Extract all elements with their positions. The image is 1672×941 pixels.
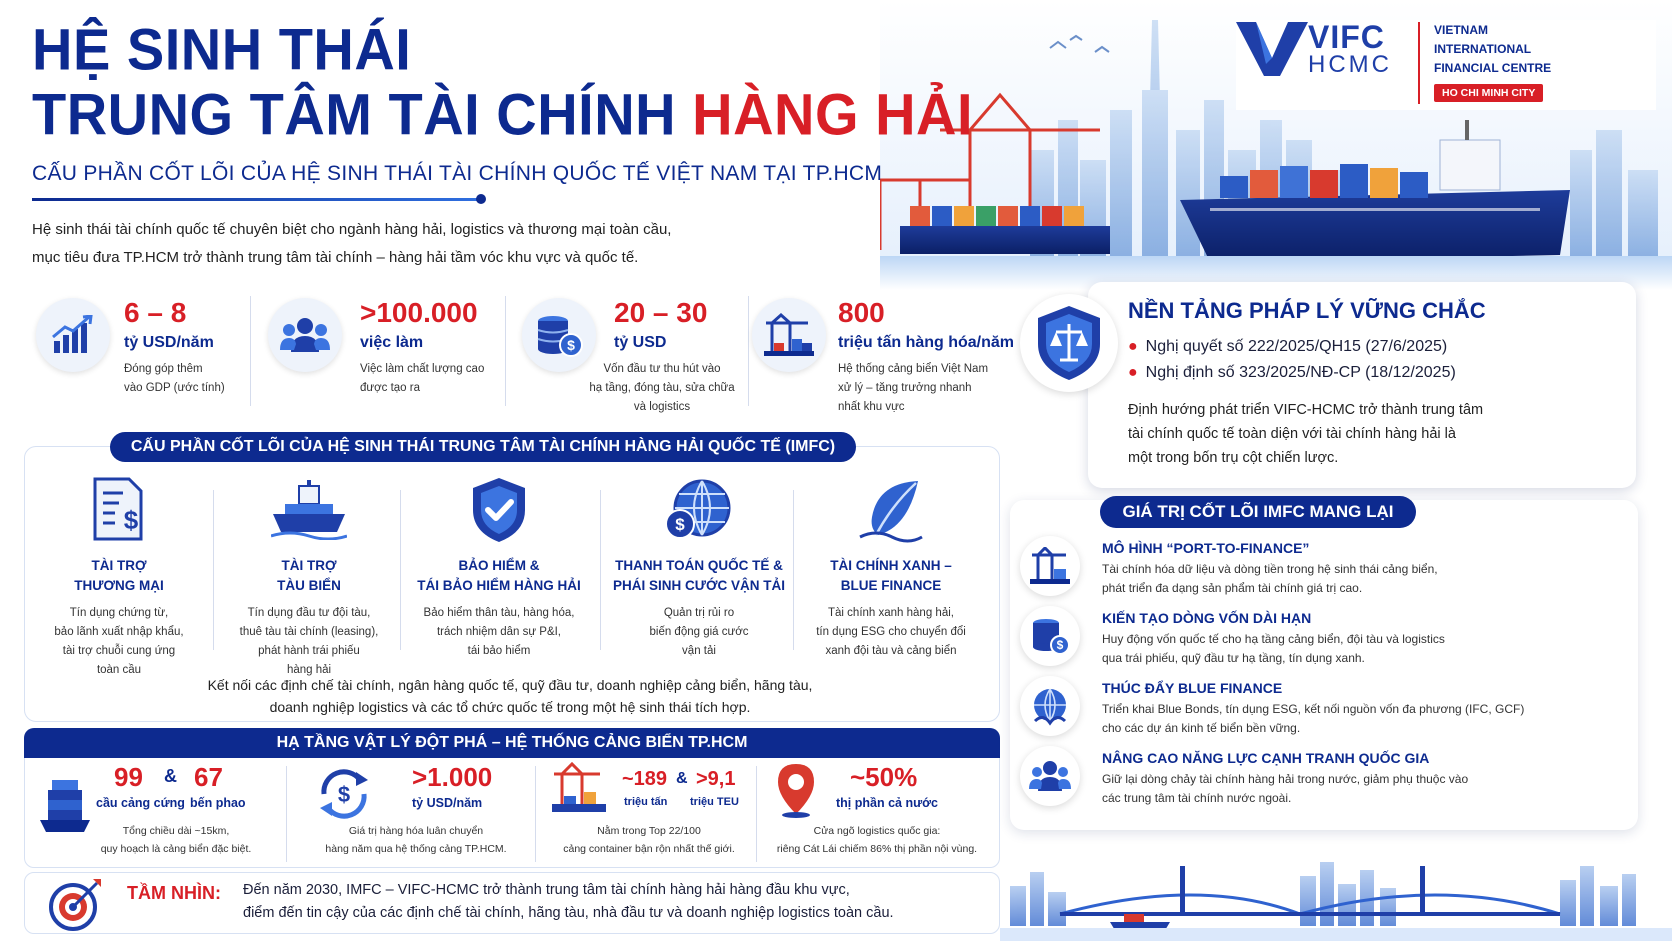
stat-desc-line: Việc làm chất lượng cao	[360, 363, 485, 375]
infra-berths-desc	[86, 822, 266, 858]
ship-icon	[214, 470, 404, 550]
infra-separator	[286, 766, 287, 862]
intro-line1: Hệ sinh thái tài chính quốc tế chuyên biệt cho ngành hàng hải, logistics và thương mại toàn cầu,	[32, 221, 672, 238]
vifc-logo	[1236, 20, 1656, 110]
port-crane-icon	[552, 762, 606, 816]
value-item-desc	[1102, 700, 1622, 738]
core-item-title-line: BẢO HIỂM &	[458, 558, 540, 573]
infra-desc-line: Nằm trong Top 22/100	[597, 825, 701, 837]
logo-city-code: HCMC	[1308, 51, 1392, 78]
core-item-title	[214, 556, 404, 596]
bullet-dot-icon: ●	[1128, 364, 1138, 381]
core-item-desc-line: Tín dụng đầu tư đội tàu,	[247, 607, 371, 619]
logo-divider	[1418, 22, 1420, 104]
stat-unit: tỷ USD/năm	[124, 334, 214, 351]
globe-leaf-icon	[1020, 676, 1080, 736]
stat-separator	[250, 296, 251, 406]
core-item-desc	[24, 604, 214, 680]
vision-line: Đến năm 2030, IMFC – VIFC-HCMC trở thành trung tâm tài chính hàng hải hàng đầu khu vực,	[243, 882, 850, 898]
stat-unit: triệu tấn hàng hóa/năm	[838, 334, 1015, 351]
infra-goods-unit: tỷ USD/năm	[412, 796, 483, 810]
core-item-title	[604, 556, 794, 596]
shield-check-icon	[404, 470, 594, 550]
infra-share-desc	[764, 822, 990, 858]
core-item-blue-finance	[796, 470, 986, 661]
page-title	[32, 17, 973, 147]
stat-desc-line: Hệ thống cảng biển Việt Nam	[838, 363, 989, 375]
vifc-v-mark-icon	[1236, 22, 1308, 76]
container-ship-icon	[40, 778, 90, 834]
svg-text:$: $	[337, 782, 351, 807]
value-item-desc	[1102, 770, 1622, 808]
port-crane-icon	[1020, 536, 1080, 596]
core-item-trade-finance	[24, 470, 214, 680]
stat-desc	[838, 360, 1018, 417]
core-values-heading: GIÁ TRỊ CỐT LÕI IMFC MANG LẠI	[1100, 496, 1416, 528]
core-item-title	[404, 556, 594, 596]
scales-shield-icon	[1034, 304, 1104, 382]
infra-desc-line: Cửa ngõ logistics quốc gia:	[813, 825, 941, 837]
logo-line3: FINANCIAL CENTRE	[1434, 61, 1552, 75]
page-subtitle: CẤU PHẦN CỐT LÕI CỦA HỆ SINH THÁI TÀI CHÍNH QUỐC TẾ VIỆT NAM TẠI TP.HCM	[32, 162, 883, 185]
value-item-desc-line: qua trái phiếu, quỹ đầu tư hạ tầng, tín dụng xanh.	[1102, 651, 1365, 665]
value-item-desc	[1102, 630, 1622, 668]
infra-throughput	[544, 760, 754, 866]
core-item-desc-line: Tín dụng chứng từ,	[69, 607, 169, 619]
infra-ampersand: &	[676, 770, 688, 787]
legal-foundation-panel	[1088, 282, 1636, 488]
core-item-desc-line: vận tải	[682, 645, 716, 657]
stat-desc-line: Đóng góp thêm	[124, 363, 203, 375]
logo-badge: HO CHI MINH CITY	[1434, 84, 1543, 102]
infra-desc-line: riêng Cát Lái chiếm 86% thị phần nội vùng.	[776, 843, 978, 855]
core-separator	[793, 490, 794, 650]
infrastructure-heading: HẠ TẦNG VẬT LÝ ĐỘT PHÁ – HỆ THỐNG CẢNG BIỂN TP.HCM	[24, 728, 1000, 758]
infra-desc-line: cảng container bận rộn nhất thế giới.	[563, 843, 735, 855]
stat-desc-line: được tạo ra	[360, 382, 420, 394]
legal-paragraph-line: tài chính quốc tế toàn diện với tài chính hàng hải là	[1128, 426, 1456, 442]
stat-desc-line: nhất khu vực	[838, 401, 905, 413]
core-item-title-line: TÀI TRỢ	[91, 558, 147, 573]
value-item-desc-line: Triển khai Blue Bonds, tín dụng ESG, kết nối nguồn vốn đa phương (IFC, GCF)	[1102, 702, 1525, 716]
infra-teu-value: >9,1	[696, 768, 736, 790]
infra-share-value: ~50%	[850, 762, 918, 792]
trade-document-icon	[24, 470, 214, 550]
subtitle-underline	[32, 198, 482, 201]
core-item-title	[796, 556, 986, 596]
core-item-desc-line: phát hành trái phiếu	[258, 645, 360, 657]
infra-separator	[756, 766, 757, 862]
core-connect-line: Kết nối các định chế tài chính, ngân hàng quốc tế, quỹ đầu tư, doanh nghiệp cảng biển, hãng tàu,	[207, 677, 813, 693]
core-item-title-line: THANH TOÁN QUỐC TẾ &	[615, 558, 783, 573]
core-item-insurance	[404, 470, 594, 661]
core-item-desc-line: trách nhiệm dân sự P&I,	[436, 626, 562, 638]
value-item-desc-line: Huy động vốn quốc tế cho hạ tầng cảng biển, đội tàu và logistics	[1102, 632, 1445, 646]
core-item-title-line: TÀI TRỢ	[281, 558, 337, 573]
subtitle-underline-dot	[476, 194, 486, 204]
core-item-title-line: PHÁI SINH CƯỚC VẬN TẢI	[613, 578, 785, 593]
stat-desc-line: hạ tầng, đóng tàu, sửa chữa	[589, 382, 735, 394]
value-item-title: KIẾN TẠO DÒNG VỐN DÀI HẠN	[1102, 610, 1312, 626]
vision-line: điểm đến tin cậy của các định chế tài chính, hãng tàu, nhà đầu tư và doanh nghiệp logistics toàn cầu.	[243, 905, 894, 921]
core-item-desc-line: thuê tàu tài chính (leasing),	[239, 626, 379, 638]
core-item-title	[24, 556, 214, 596]
core-item-desc-line: bảo lãnh xuất nhập khẩu,	[54, 626, 184, 638]
core-item-desc-line: Quản trị rủi ro	[663, 607, 735, 619]
stat-investment	[522, 292, 752, 413]
value-item-title: THÚC ĐẨY BLUE FINANCE	[1102, 680, 1283, 696]
infra-desc-line: Giá trị hàng hóa luân chuyển	[348, 825, 484, 837]
bullet-dot-icon: ●	[1128, 338, 1138, 355]
stat-value: 800	[838, 297, 885, 328]
logo-line1: VIETNAM	[1434, 23, 1488, 37]
logo-line2: INTERNATIONAL	[1434, 42, 1532, 56]
infra-desc-line: Tổng chiều dài ~15km,	[122, 825, 230, 837]
stat-desc-line: xử lý – tăng trưởng nhanh	[838, 382, 972, 394]
infra-goods-number: >1.000	[412, 762, 493, 792]
value-item-desc	[1102, 560, 1622, 598]
core-item-desc	[604, 604, 794, 661]
value-item	[1010, 746, 1630, 812]
stat-desc	[360, 360, 500, 398]
stat-separator	[505, 296, 506, 406]
map-pin-icon	[774, 762, 818, 818]
stat-gdp	[36, 292, 246, 410]
value-item-desc-line: phát triển đa dạng sản phẩm tài chính giá trị cao.	[1102, 581, 1363, 595]
core-item-desc-line: toàn cầu	[96, 664, 142, 676]
infra-goods-desc	[306, 822, 526, 858]
legal-item	[1128, 338, 1447, 356]
core-item-title-line: TÀI CHÍNH XANH –	[830, 558, 952, 573]
infra-desc-line: hàng năm qua hệ thống cảng TP.HCM.	[325, 843, 507, 855]
stat-unit: việc làm	[360, 334, 424, 351]
infra-ampersand: &	[164, 766, 177, 786]
core-item-desc-line: xanh đội tàu và cảng biển	[825, 645, 957, 657]
intro-line2: mục tiêu đưa TP.HCM trở thành trung tâm tài chính – hàng hải tầm vóc khu vực và quốc tế.	[32, 249, 639, 266]
vision-text	[243, 879, 983, 925]
stat-desc-line: và logistics	[633, 401, 691, 413]
legal-item-text: Nghị quyết số 222/2025/QH15 (27/6/2025)	[1145, 338, 1448, 355]
growth-chart-icon	[36, 298, 110, 372]
stat-value: 6 – 8	[124, 297, 187, 328]
value-item	[1010, 676, 1630, 742]
value-item	[1010, 606, 1630, 672]
infra-berths-value: 99	[114, 762, 143, 792]
svg-text:$: $	[567, 337, 575, 353]
core-separator	[400, 490, 401, 650]
infra-market-share	[764, 760, 994, 866]
svg-text:$: $	[1056, 638, 1064, 652]
stat-desc-line: Vốn đầu tư thu hút vào	[603, 363, 721, 375]
leaf-icon	[796, 470, 986, 550]
stat-unit: tỷ USD	[614, 334, 667, 351]
core-heading: CẤU PHẦN CỐT LÕI CỦA HỆ SINH THÁI TRUNG TÂM TÀI CHÍNH HÀNG HẢI QUỐC TẾ (IMFC)	[110, 432, 856, 462]
people-icon	[1020, 746, 1080, 806]
infra-buoys-value: 67	[194, 762, 223, 792]
core-item-desc-line: tín dụng ESG cho chuyển đổi	[816, 626, 966, 638]
infra-throughput-desc	[544, 822, 754, 858]
legal-item-text: Nghị định số 323/2025/NĐ-CP (18/12/2025)	[1145, 364, 1456, 381]
stat-separator	[748, 296, 749, 406]
core-item-title-line: TÁI BẢO HIỂM HÀNG HẢI	[417, 578, 581, 593]
stat-jobs	[268, 292, 498, 410]
infra-desc-line: quy hoạch là cảng biển đặc biệt.	[100, 843, 252, 855]
infra-berths-unit: cầu cảng cứng	[96, 796, 185, 810]
target-icon	[47, 877, 103, 931]
intro-text	[32, 216, 792, 272]
title-line1: HỆ SINH THÁI	[32, 15, 412, 83]
stat-value: 20 – 30	[614, 297, 708, 328]
legal-title: NỀN TẢNG PHÁP LÝ VỮNG CHẮC	[1128, 298, 1486, 323]
core-item-title-line: BLUE FINANCE	[840, 578, 942, 593]
stat-desc	[124, 360, 254, 398]
title-highlight: HÀNG HẢI	[692, 80, 974, 148]
core-item-desc-line: Tài chính xanh hàng hải,	[828, 607, 954, 619]
core-item-desc-line: biến động giá cước	[649, 626, 749, 638]
infra-berths	[34, 760, 274, 866]
infra-buoys-unit: bến phao	[190, 796, 246, 810]
value-item-desc-line: Giữ lại dòng chảy tài chính hàng hải trong nước, giảm phụ thuộc vào	[1102, 772, 1469, 786]
vision-label: TẦM NHÌN:	[127, 883, 221, 903]
infra-share-unit: thị phần cả nước	[836, 796, 938, 810]
legal-item	[1128, 364, 1456, 382]
dollar-cycle-icon	[316, 766, 372, 822]
svg-text:$: $	[675, 515, 685, 534]
logo-brand: VIFC	[1308, 19, 1385, 55]
core-item-desc	[404, 604, 594, 661]
bridge-skyline-illustration	[1000, 836, 1672, 941]
svg-text:$: $	[123, 505, 139, 535]
stat-cargo	[752, 292, 1022, 413]
port-crane-icon	[752, 298, 826, 372]
core-item-desc	[214, 604, 404, 680]
title-line2: TRUNG TÂM TÀI CHÍNH	[32, 80, 677, 148]
value-item-title: NÂNG CAO NĂNG LỰC CẠNH TRANH QUỐC GIA	[1102, 750, 1430, 766]
core-item-desc-line: hàng hải	[286, 664, 332, 676]
core-item-desc	[796, 604, 986, 661]
legal-paragraph-line: Định hướng phát triển VIFC-HCMC trở thành trung tâm	[1128, 402, 1484, 418]
core-separator	[600, 490, 601, 650]
value-item-desc-line: cho các dự án kinh tế biển bền vững.	[1102, 721, 1301, 735]
vision-panel	[24, 872, 1000, 934]
infra-tonnes-value: ~189	[622, 768, 668, 790]
title-line2-wrap	[32, 82, 973, 147]
core-connect-text	[100, 674, 920, 718]
core-item-desc-line: Bảo hiểm thân tàu, hàng hóa,	[423, 607, 575, 619]
stat-desc-line: vào GDP (ước tính)	[124, 382, 225, 394]
value-item-title: MÔ HÌNH “PORT-TO-FINANCE”	[1102, 540, 1310, 556]
value-item	[1010, 536, 1630, 602]
core-item-title-line: TÀU BIỂN	[277, 578, 341, 593]
coin-stack-icon	[1020, 606, 1080, 666]
core-item-ship-finance	[214, 470, 404, 680]
infra-separator	[535, 766, 536, 862]
legal-paragraph-line: một trong bốn trụ cột chiến lược.	[1128, 450, 1339, 466]
core-item-title-line: THƯƠNG MẠI	[74, 578, 164, 593]
core-item-desc-line: tái bảo hiểm	[467, 645, 531, 657]
globe-dollar-icon	[604, 470, 794, 550]
infra-tonnes-unit: triệu tấn	[624, 796, 668, 808]
infra-goods-value	[296, 760, 536, 866]
legal-paragraph	[1128, 398, 1618, 470]
stat-value: >100.000	[360, 297, 478, 328]
value-item-desc-line: các trung tâm tài chính nước ngoài.	[1102, 791, 1292, 805]
legal-shield-badge	[1020, 294, 1118, 392]
infra-teu-unit: triệu TEU	[690, 796, 739, 808]
value-item-desc-line: Tài chính hóa dữ liệu và dòng tiền trong hệ sinh thái cảng biển,	[1102, 562, 1438, 576]
core-item-payments	[604, 470, 794, 661]
people-icon	[268, 298, 342, 372]
core-item-desc-line: tài trợ chuỗi cung ứng	[62, 645, 176, 657]
core-connect-line: doanh nghiệp logistics và các tổ chức quốc tế trong một hệ sinh thái tích hợp.	[269, 699, 751, 715]
stat-desc	[582, 360, 742, 417]
